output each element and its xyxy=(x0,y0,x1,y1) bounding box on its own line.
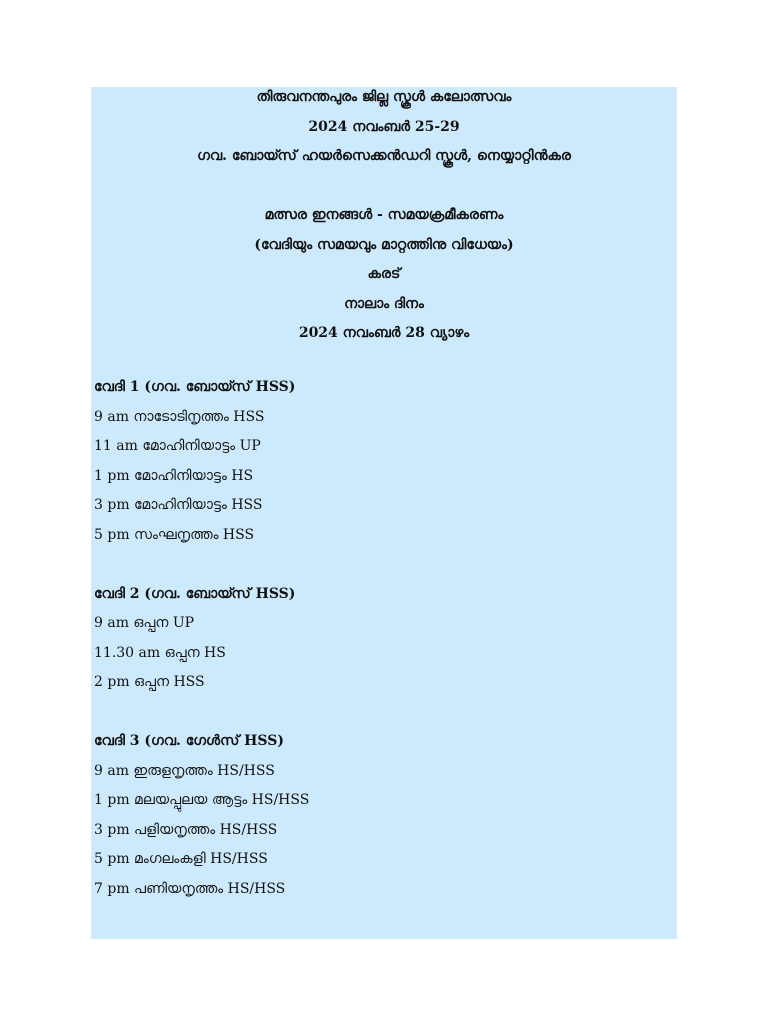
event-item: 5 pm മംഗലംകളി HS/HSS xyxy=(94,851,268,867)
festival-venue: ഗവ. ബോയ്സ് ഹയർസെക്കൻഡറി സ്കൂൾ, നെയ്യാറ്റിൻകര xyxy=(197,148,571,164)
festival-dates: 2024 നവംബർ 25-29 xyxy=(308,118,460,135)
schedule-title: മത്സര ഇനങ്ങൾ - സമയക്രമീകരണം xyxy=(264,207,504,223)
event-item: 1 pm മോഹിനിയാട്ടം HS xyxy=(94,467,254,484)
event-item: 11.30 am ഒപ്പന HS xyxy=(94,644,226,661)
event-item: 9 am ഇരുളനൃത്തം HS/HSS xyxy=(94,762,275,779)
spacer xyxy=(94,550,677,580)
document-header xyxy=(91,83,677,349)
event-item: 2 pm ഒപ്പന HSS xyxy=(94,674,205,690)
festival-title: തിരുവനന്തപുരം ജില്ല സ്കൂൾ കലോത്സവം xyxy=(256,89,512,105)
draft-label: കരട് xyxy=(367,266,401,282)
day-date: 2024 നവംബർ 28 വ്യാഴം xyxy=(298,325,470,341)
event-item: 11 am മോഹിനിയാട്ടം UP xyxy=(94,438,261,454)
venue-title: വേദി 2 (ഗവ. ബോയ്സ് HSS) xyxy=(94,585,296,602)
spacer xyxy=(94,698,677,728)
venue-title: വേദി 3 (ഗവ. ഗേൾസ് HSS) xyxy=(94,733,284,749)
document-page xyxy=(91,87,677,939)
schedule-note: (വേദിയും സമയവും മാറ്റത്തിനു വിധേയം) xyxy=(254,236,514,253)
venue-section xyxy=(94,727,677,904)
event-item: 5 pm സംഘനൃത്തം HSS xyxy=(94,526,255,543)
event-item: 7 pm പണിയനൃത്തം HS/HSS xyxy=(94,880,286,897)
venue-title: വേദി 1 (ഗവ. ബോയ്സ് HSS) xyxy=(94,379,296,395)
spacer xyxy=(91,172,677,202)
event-item: 9 am നാടോടിനൃത്തം HSS xyxy=(94,408,265,425)
venue-section xyxy=(94,580,677,698)
event-item: 9 am ഒപ്പന UP xyxy=(94,615,195,631)
day-label: നാലാം ദിനം xyxy=(344,295,424,312)
venue-section xyxy=(94,373,677,550)
event-item: 1 pm മലയപ്പുലയ ആട്ടം HS/HSS xyxy=(94,792,310,808)
event-item: 3 pm മോഹിനിയാട്ടം HSS xyxy=(94,497,263,513)
venue-list xyxy=(94,373,677,904)
event-item: 3 pm പളിയനൃത്തം HS/HSS xyxy=(94,821,278,838)
